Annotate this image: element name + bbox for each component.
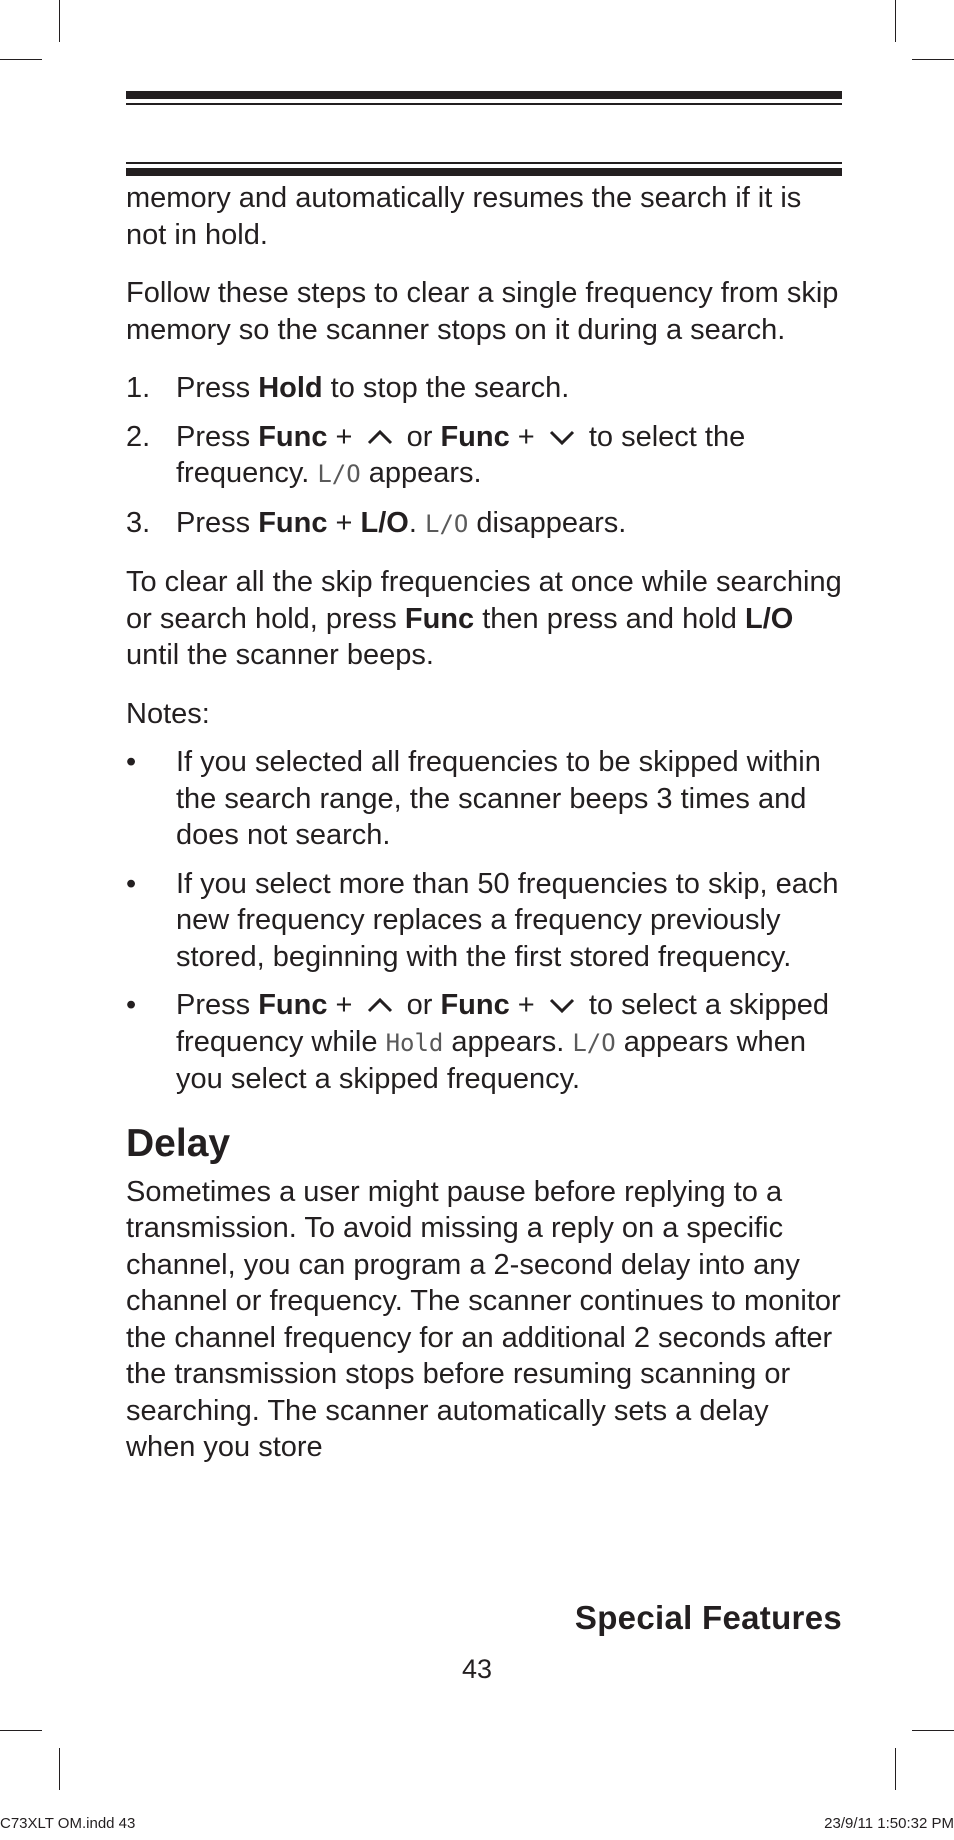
crop-mark xyxy=(912,59,954,60)
bullet: • xyxy=(126,989,137,1021)
key-hold: Hold xyxy=(258,372,323,404)
footer-section-title: Special Features xyxy=(574,1599,842,1636)
section-heading-delay: Delay xyxy=(126,1121,231,1165)
step-text: appears. xyxy=(360,457,482,489)
crop-mark xyxy=(0,1730,42,1731)
note-text: + xyxy=(509,989,543,1021)
step-text: to stop the search. xyxy=(322,372,570,404)
crop-mark xyxy=(0,59,42,60)
page-content xyxy=(126,180,842,1466)
note-text: If you select more than 50 frequencies to skip, each new frequency replaces a frequency previously stored, beginning with the first stored frequency. xyxy=(176,867,839,973)
paragraph-text: then press and hold xyxy=(474,602,745,635)
paragraph-clear-all xyxy=(126,564,842,674)
crop-mark xyxy=(895,1748,896,1790)
note-text: If you selected all frequencies to be skipped within the search range, the scanner beeps 3 times and does not search. xyxy=(176,746,821,851)
chevron-down-icon xyxy=(547,427,577,447)
step-number: 2. xyxy=(126,420,151,453)
key-func: Func xyxy=(258,506,328,539)
print-slug-filename: C73XLT OM.indd 43 xyxy=(0,1815,136,1832)
key-func: Func xyxy=(258,989,328,1021)
step-text: + xyxy=(327,506,361,539)
step-text: Press xyxy=(176,372,259,404)
header-rule-thick xyxy=(126,168,842,176)
key-lo: L/O xyxy=(745,602,794,635)
key-func: Func xyxy=(404,602,475,635)
note-text: + xyxy=(327,989,361,1021)
note-text: to select a skipped frequency while xyxy=(176,989,830,1058)
key-func: Func xyxy=(258,420,328,453)
chevron-up-icon xyxy=(365,427,395,447)
page-number: 43 xyxy=(461,1654,493,1684)
note-item xyxy=(126,744,842,854)
paragraph-steps-intro: Follow these steps to clear a single frequency from skip memory so the scanner stops on it during a search. xyxy=(126,277,839,346)
lcd-indicator-lo: L/O xyxy=(425,509,469,538)
note-item xyxy=(126,866,842,976)
key-func: Func xyxy=(440,420,510,453)
step-item xyxy=(126,419,842,493)
notes-list xyxy=(126,744,842,1098)
lcd-indicator-lo: L/O xyxy=(572,1028,616,1057)
crop-mark xyxy=(59,1748,60,1790)
notes-label: Notes: xyxy=(126,697,210,730)
bullet: • xyxy=(126,746,137,778)
paragraph-text: To clear all the skip frequencies at once while searching or search hold, press xyxy=(126,566,842,635)
note-text: appears when you select a skipped frequency. xyxy=(176,1025,806,1095)
paragraph-delay: Sometimes a user might pause before replying to a transmission. To avoid missing a reply on a specific channel, you can program a 2-second delay into any channel or frequency. The scanner continues to monitor the channel frequency for an additional 2 seconds after the transmission stops before resuming scanning or searching. The scanner automatically sets a delay when you store xyxy=(126,1175,841,1463)
chevron-down-icon xyxy=(547,995,577,1015)
step-text: Press xyxy=(176,506,259,539)
crop-mark xyxy=(912,1730,954,1731)
header-rule-thin xyxy=(126,103,842,105)
crop-mark xyxy=(59,0,60,42)
step-text: to select the frequency. xyxy=(176,420,746,489)
key-func: Func xyxy=(440,989,510,1021)
key-lo: L/O xyxy=(360,506,409,539)
paragraph-continuation: memory and automatically resumes the search if it is not in hold. xyxy=(126,182,802,251)
step-item xyxy=(126,370,842,407)
step-number: 3. xyxy=(126,506,151,539)
step-text: + xyxy=(509,420,543,453)
header-rule-thin xyxy=(126,162,842,164)
steps-list xyxy=(126,370,842,542)
print-slug-timestamp: 23/9/11 1:50:32 PM xyxy=(824,1815,954,1832)
step-number: 1. xyxy=(126,372,151,404)
note-item xyxy=(126,987,842,1098)
step-text: . xyxy=(408,506,425,539)
note-text: Press xyxy=(176,989,259,1021)
lcd-indicator-hold: Hold xyxy=(385,1028,444,1057)
bullet: • xyxy=(126,867,137,900)
step-text: Press xyxy=(176,420,259,453)
crop-mark xyxy=(895,0,896,42)
note-text: appears. xyxy=(443,1025,573,1058)
paragraph-text: until the scanner beeps. xyxy=(126,639,434,671)
step-text: disappears. xyxy=(468,506,627,539)
note-text: or xyxy=(398,989,441,1021)
step-text: or xyxy=(398,420,441,453)
lcd-indicator-lo: L/O xyxy=(317,460,361,488)
header-rule-thick xyxy=(126,91,842,99)
step-item xyxy=(126,505,842,543)
chevron-up-icon xyxy=(365,995,395,1015)
step-text: + xyxy=(327,420,361,453)
